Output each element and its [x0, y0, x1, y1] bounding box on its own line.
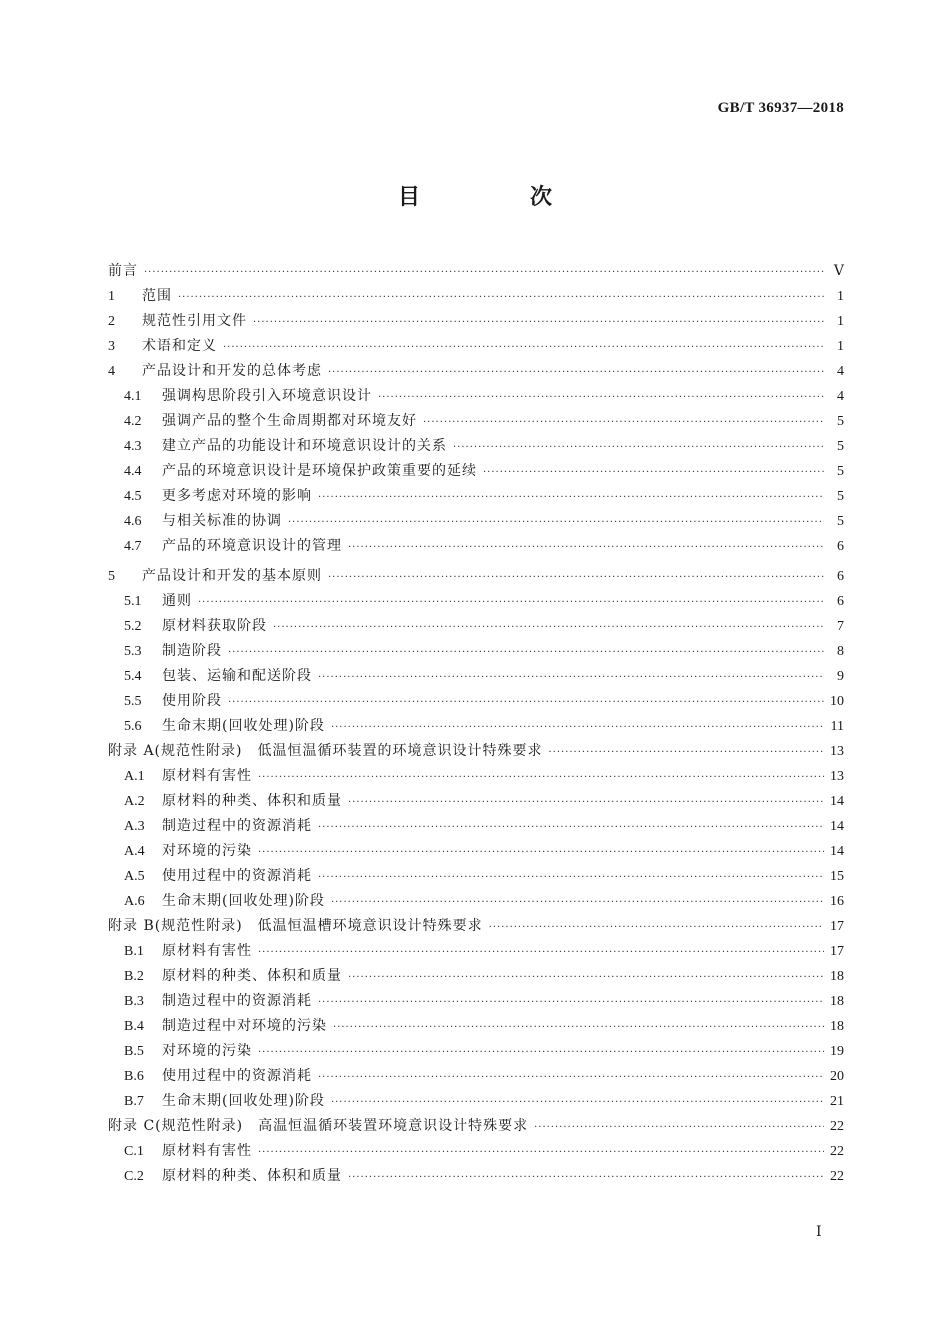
- toc-entry-label: 规范性引用文件: [142, 313, 247, 329]
- toc-entry-page: 6: [837, 594, 844, 609]
- toc-entry-label: 附录 C(规范性附录) 高温恒温循环装置环境意识设计特殊要求: [108, 1118, 529, 1134]
- toc-entry[interactable]: [108, 459, 844, 484]
- toc-entry-label: 制造阶段: [162, 643, 222, 659]
- toc-entry[interactable]: [108, 1014, 844, 1039]
- toc-dot-leader: [331, 890, 824, 915]
- toc-entry[interactable]: [108, 1089, 844, 1114]
- toc-entry-page: 9: [837, 669, 844, 684]
- toc-entry-page: 22: [830, 1119, 844, 1134]
- toc-entry[interactable]: [108, 409, 844, 434]
- toc-entry-number: A.2: [124, 794, 145, 809]
- toc-entry[interactable]: [108, 589, 844, 614]
- toc-entry-label: 原材料获取阶段: [162, 618, 267, 634]
- toc-entry-number: B.3: [124, 994, 144, 1009]
- toc-entry-label: 建立产品的功能设计和环境意识设计的关系: [162, 438, 447, 454]
- toc-dot-leader: [348, 965, 824, 990]
- toc-dot-leader: [318, 865, 824, 890]
- toc-dot-leader: [348, 1165, 824, 1190]
- toc-entry[interactable]: [108, 814, 844, 839]
- toc-entry-number: 5.3: [124, 644, 142, 659]
- toc-entry-label: 使用阶段: [162, 693, 222, 709]
- toc-entry-label: 生命末期(回收处理)阶段: [162, 718, 325, 734]
- toc-dot-leader: [378, 385, 824, 410]
- toc-entry-label: 原材料的种类、体积和质量: [162, 1168, 342, 1184]
- toc-entry-page: 1: [837, 339, 844, 354]
- toc-entry[interactable]: [108, 434, 844, 459]
- page-number: Ⅰ: [816, 1225, 822, 1240]
- toc-entry[interactable]: [108, 1064, 844, 1089]
- toc-entry-label: 术语和定义: [142, 338, 217, 354]
- toc-entry[interactable]: [108, 989, 844, 1014]
- toc-entry[interactable]: [108, 284, 844, 309]
- toc-dot-leader: [483, 460, 824, 485]
- toc-entry-page: 14: [830, 844, 844, 859]
- toc-dot-leader: [288, 510, 824, 535]
- toc-dot-leader: [348, 535, 824, 560]
- toc-entry-page: 21: [830, 1094, 844, 1109]
- toc-entry[interactable]: [108, 534, 844, 559]
- toc-entry-number: A.3: [124, 819, 145, 834]
- toc-entry[interactable]: [108, 564, 844, 589]
- toc-entry-number: A.1: [124, 769, 145, 784]
- toc-entry[interactable]: [108, 914, 844, 939]
- toc-dot-leader: [423, 410, 824, 435]
- toc-entry-label: 原材料的种类、体积和质量: [162, 793, 342, 809]
- toc-entry[interactable]: [108, 764, 844, 789]
- toc-dot-leader: [273, 615, 824, 640]
- toc-dot-leader: [178, 285, 824, 310]
- toc-entry[interactable]: [108, 509, 844, 534]
- toc-entry-label: 制造过程中的资源消耗: [162, 993, 312, 1009]
- toc-entry-page: 4: [837, 389, 844, 404]
- toc-dot-leader: [253, 310, 824, 335]
- toc-entry-label: 生命末期(回收处理)阶段: [162, 893, 325, 909]
- toc-entry[interactable]: [108, 309, 844, 334]
- toc-entry-number: 5.1: [124, 594, 142, 609]
- toc-entry-page: 10: [830, 694, 844, 709]
- standard-number: GB/T 36937—2018: [717, 100, 844, 116]
- toc-entry-page: 19: [830, 1044, 844, 1059]
- toc-entry-page: 17: [830, 944, 844, 959]
- toc-entry-number: C.2: [124, 1169, 144, 1184]
- toc-entry-number: 5.6: [124, 719, 142, 734]
- toc-dot-leader: [318, 1065, 824, 1090]
- toc-entry-label: 制造过程中对环境的污染: [162, 1018, 327, 1034]
- toc-entry-label: 通则: [162, 593, 192, 609]
- toc-entry-page: 18: [830, 1019, 844, 1034]
- toc-entry-label: 对环境的污染: [162, 843, 252, 859]
- toc-entry-page: 14: [830, 794, 844, 809]
- toc-entry[interactable]: [108, 864, 844, 889]
- toc-entry-number: 4.1: [124, 389, 142, 404]
- toc-entry-number: 4: [108, 364, 115, 379]
- toc-dot-leader: [318, 485, 824, 510]
- toc-entry-page: Ⅴ: [833, 264, 844, 279]
- toc-dot-leader: [489, 915, 824, 940]
- toc-entry-label: 包装、运输和配送阶段: [162, 668, 312, 684]
- toc-entry-label: 强调产品的整个生命周期都对环境友好: [162, 413, 417, 429]
- toc-entry-label: 与相关标准的协调: [162, 513, 282, 529]
- toc-entry-page: 5: [837, 464, 844, 479]
- toc-dot-leader: [328, 360, 824, 385]
- toc-entry-label: 附录 A(规范性附录) 低温恒温循环装置的环境意识设计特殊要求: [108, 743, 543, 759]
- toc-entry-label: 更多考虑对环境的影响: [162, 488, 312, 504]
- toc-entry-label: 制造过程中的资源消耗: [162, 818, 312, 834]
- toc-entry-page: 22: [830, 1169, 844, 1184]
- toc-entry[interactable]: [108, 1139, 844, 1164]
- toc-entry-label: 强调构思阶段引入环境意识设计: [162, 388, 372, 404]
- toc-entry-label: 原材料有害性: [162, 768, 252, 784]
- toc-entry-number: 4.7: [124, 539, 142, 554]
- toc-entry-page: 5: [837, 514, 844, 529]
- toc-dot-leader: [453, 435, 824, 460]
- toc-entry[interactable]: [108, 964, 844, 989]
- toc-entry-number: B.7: [124, 1094, 144, 1109]
- toc-entry-number: B.1: [124, 944, 144, 959]
- toc-entry[interactable]: [108, 939, 844, 964]
- toc-entry-label: 范围: [142, 288, 172, 304]
- toc-entry-label: 生命末期(回收处理)阶段: [162, 1093, 325, 1109]
- toc-entry-label: 原材料有害性: [162, 1143, 252, 1159]
- toc-dot-leader: [348, 790, 824, 815]
- toc-entry-page: 5: [837, 489, 844, 504]
- toc-dot-leader: [318, 815, 824, 840]
- toc-dot-leader: [258, 840, 824, 865]
- toc-entry-page: 14: [830, 819, 844, 834]
- toc-entry-page: 17: [830, 919, 844, 934]
- table-of-contents: [108, 259, 844, 1189]
- toc-entry[interactable]: [108, 1039, 844, 1064]
- toc-entry-number: 4.5: [124, 489, 142, 504]
- toc-dot-leader: [258, 765, 824, 790]
- toc-dot-leader: [258, 1140, 824, 1165]
- toc-dot-leader: [318, 990, 824, 1015]
- toc-entry-page: 13: [830, 744, 844, 759]
- toc-entry[interactable]: [108, 689, 844, 714]
- toc-entry-number: 3: [108, 339, 115, 354]
- toc-entry[interactable]: [108, 664, 844, 689]
- toc-dot-leader: [331, 715, 824, 740]
- toc-dot-leader: [328, 565, 824, 590]
- toc-entry[interactable]: [108, 1114, 844, 1139]
- toc-dot-leader: [228, 690, 824, 715]
- toc-dot-leader: [228, 640, 824, 665]
- toc-entry-number: 5.2: [124, 619, 142, 634]
- toc-entry-number: B.2: [124, 969, 144, 984]
- toc-entry-number: A.5: [124, 869, 145, 884]
- toc-entry-number: B.6: [124, 1069, 144, 1084]
- toc-entry-page: 4: [837, 364, 844, 379]
- toc-entry-label: 前言: [108, 263, 138, 279]
- toc-entry[interactable]: [108, 359, 844, 384]
- toc-entry-page: 5: [837, 439, 844, 454]
- toc-dot-leader: [331, 1090, 824, 1115]
- toc-entry-page: 1: [837, 289, 844, 304]
- toc-entry[interactable]: [108, 1164, 844, 1189]
- toc-dot-leader: [258, 1040, 824, 1065]
- toc-entry[interactable]: [108, 259, 844, 284]
- toc-dot-leader: [198, 590, 824, 615]
- toc-entry[interactable]: [108, 384, 844, 409]
- toc-entry[interactable]: [108, 639, 844, 664]
- toc-entry-page: 20: [830, 1069, 844, 1084]
- toc-entry-page: 8: [837, 644, 844, 659]
- toc-entry-number: 1: [108, 289, 115, 304]
- toc-entry-page: 18: [830, 969, 844, 984]
- toc-dot-leader: [534, 1115, 824, 1140]
- toc-entry-page: 18: [830, 994, 844, 1009]
- toc-entry-number: B.4: [124, 1019, 144, 1034]
- toc-entry-page: 1: [837, 314, 844, 329]
- toc-dot-leader: [144, 260, 824, 285]
- toc-entry-page: 15: [830, 869, 844, 884]
- toc-entry-label: 使用过程中的资源消耗: [162, 1068, 312, 1084]
- toc-dot-leader: [223, 335, 824, 360]
- toc-entry[interactable]: [108, 889, 844, 914]
- toc-entry[interactable]: [108, 839, 844, 864]
- toc-entry-page: 6: [837, 539, 844, 554]
- toc-entry-number: 5: [108, 569, 115, 584]
- toc-entry[interactable]: [108, 789, 844, 814]
- toc-dot-leader: [548, 740, 824, 765]
- toc-entry-number: A.4: [124, 844, 145, 859]
- toc-entry-page: 11: [830, 719, 844, 734]
- toc-dot-leader: [318, 665, 824, 690]
- toc-entry-number: 5.5: [124, 694, 142, 709]
- toc-entry-number: C.1: [124, 1144, 144, 1159]
- toc-entry-label: 产品的环境意识设计的管理: [162, 538, 342, 554]
- toc-entry-number: 4.4: [124, 464, 142, 479]
- toc-entry-label: 产品设计和开发的基本原则: [142, 568, 322, 584]
- toc-entry-label: 对环境的污染: [162, 1043, 252, 1059]
- toc-entry[interactable]: [108, 714, 844, 739]
- toc-dot-leader: [258, 940, 824, 965]
- toc-entry-label: 附录 B(规范性附录) 低温恒温槽环境意识设计特殊要求: [108, 918, 483, 934]
- page-title: 目 次: [397, 185, 596, 210]
- toc-entry-label: 使用过程中的资源消耗: [162, 868, 312, 884]
- toc-entry[interactable]: [108, 484, 844, 509]
- toc-entry-page: 16: [830, 894, 844, 909]
- toc-entry-label: 原材料的种类、体积和质量: [162, 968, 342, 984]
- toc-entry-page: 13: [830, 769, 844, 784]
- toc-entry-number: A.6: [124, 894, 145, 909]
- toc-entry-page: 22: [830, 1144, 844, 1159]
- toc-entry[interactable]: [108, 334, 844, 359]
- toc-entry-number: 2: [108, 314, 115, 329]
- toc-entry-number: 4.2: [124, 414, 142, 429]
- toc-entry-page: 6: [837, 569, 844, 584]
- toc-entry-label: 产品的环境意识设计是环境保护政策重要的延续: [162, 463, 477, 479]
- toc-entry-number: 5.4: [124, 669, 142, 684]
- toc-entry-label: 原材料有害性: [162, 943, 252, 959]
- toc-entry-page: 5: [837, 414, 844, 429]
- toc-entry-number: 4.3: [124, 439, 142, 454]
- toc-entry-page: 7: [837, 619, 844, 634]
- toc-entry-label: 产品设计和开发的总体考虑: [142, 363, 322, 379]
- toc-entry[interactable]: [108, 614, 844, 639]
- toc-dot-leader: [333, 1015, 824, 1040]
- toc-entry[interactable]: [108, 739, 844, 764]
- toc-entry-number: B.5: [124, 1044, 144, 1059]
- toc-entry-number: 4.6: [124, 514, 142, 529]
